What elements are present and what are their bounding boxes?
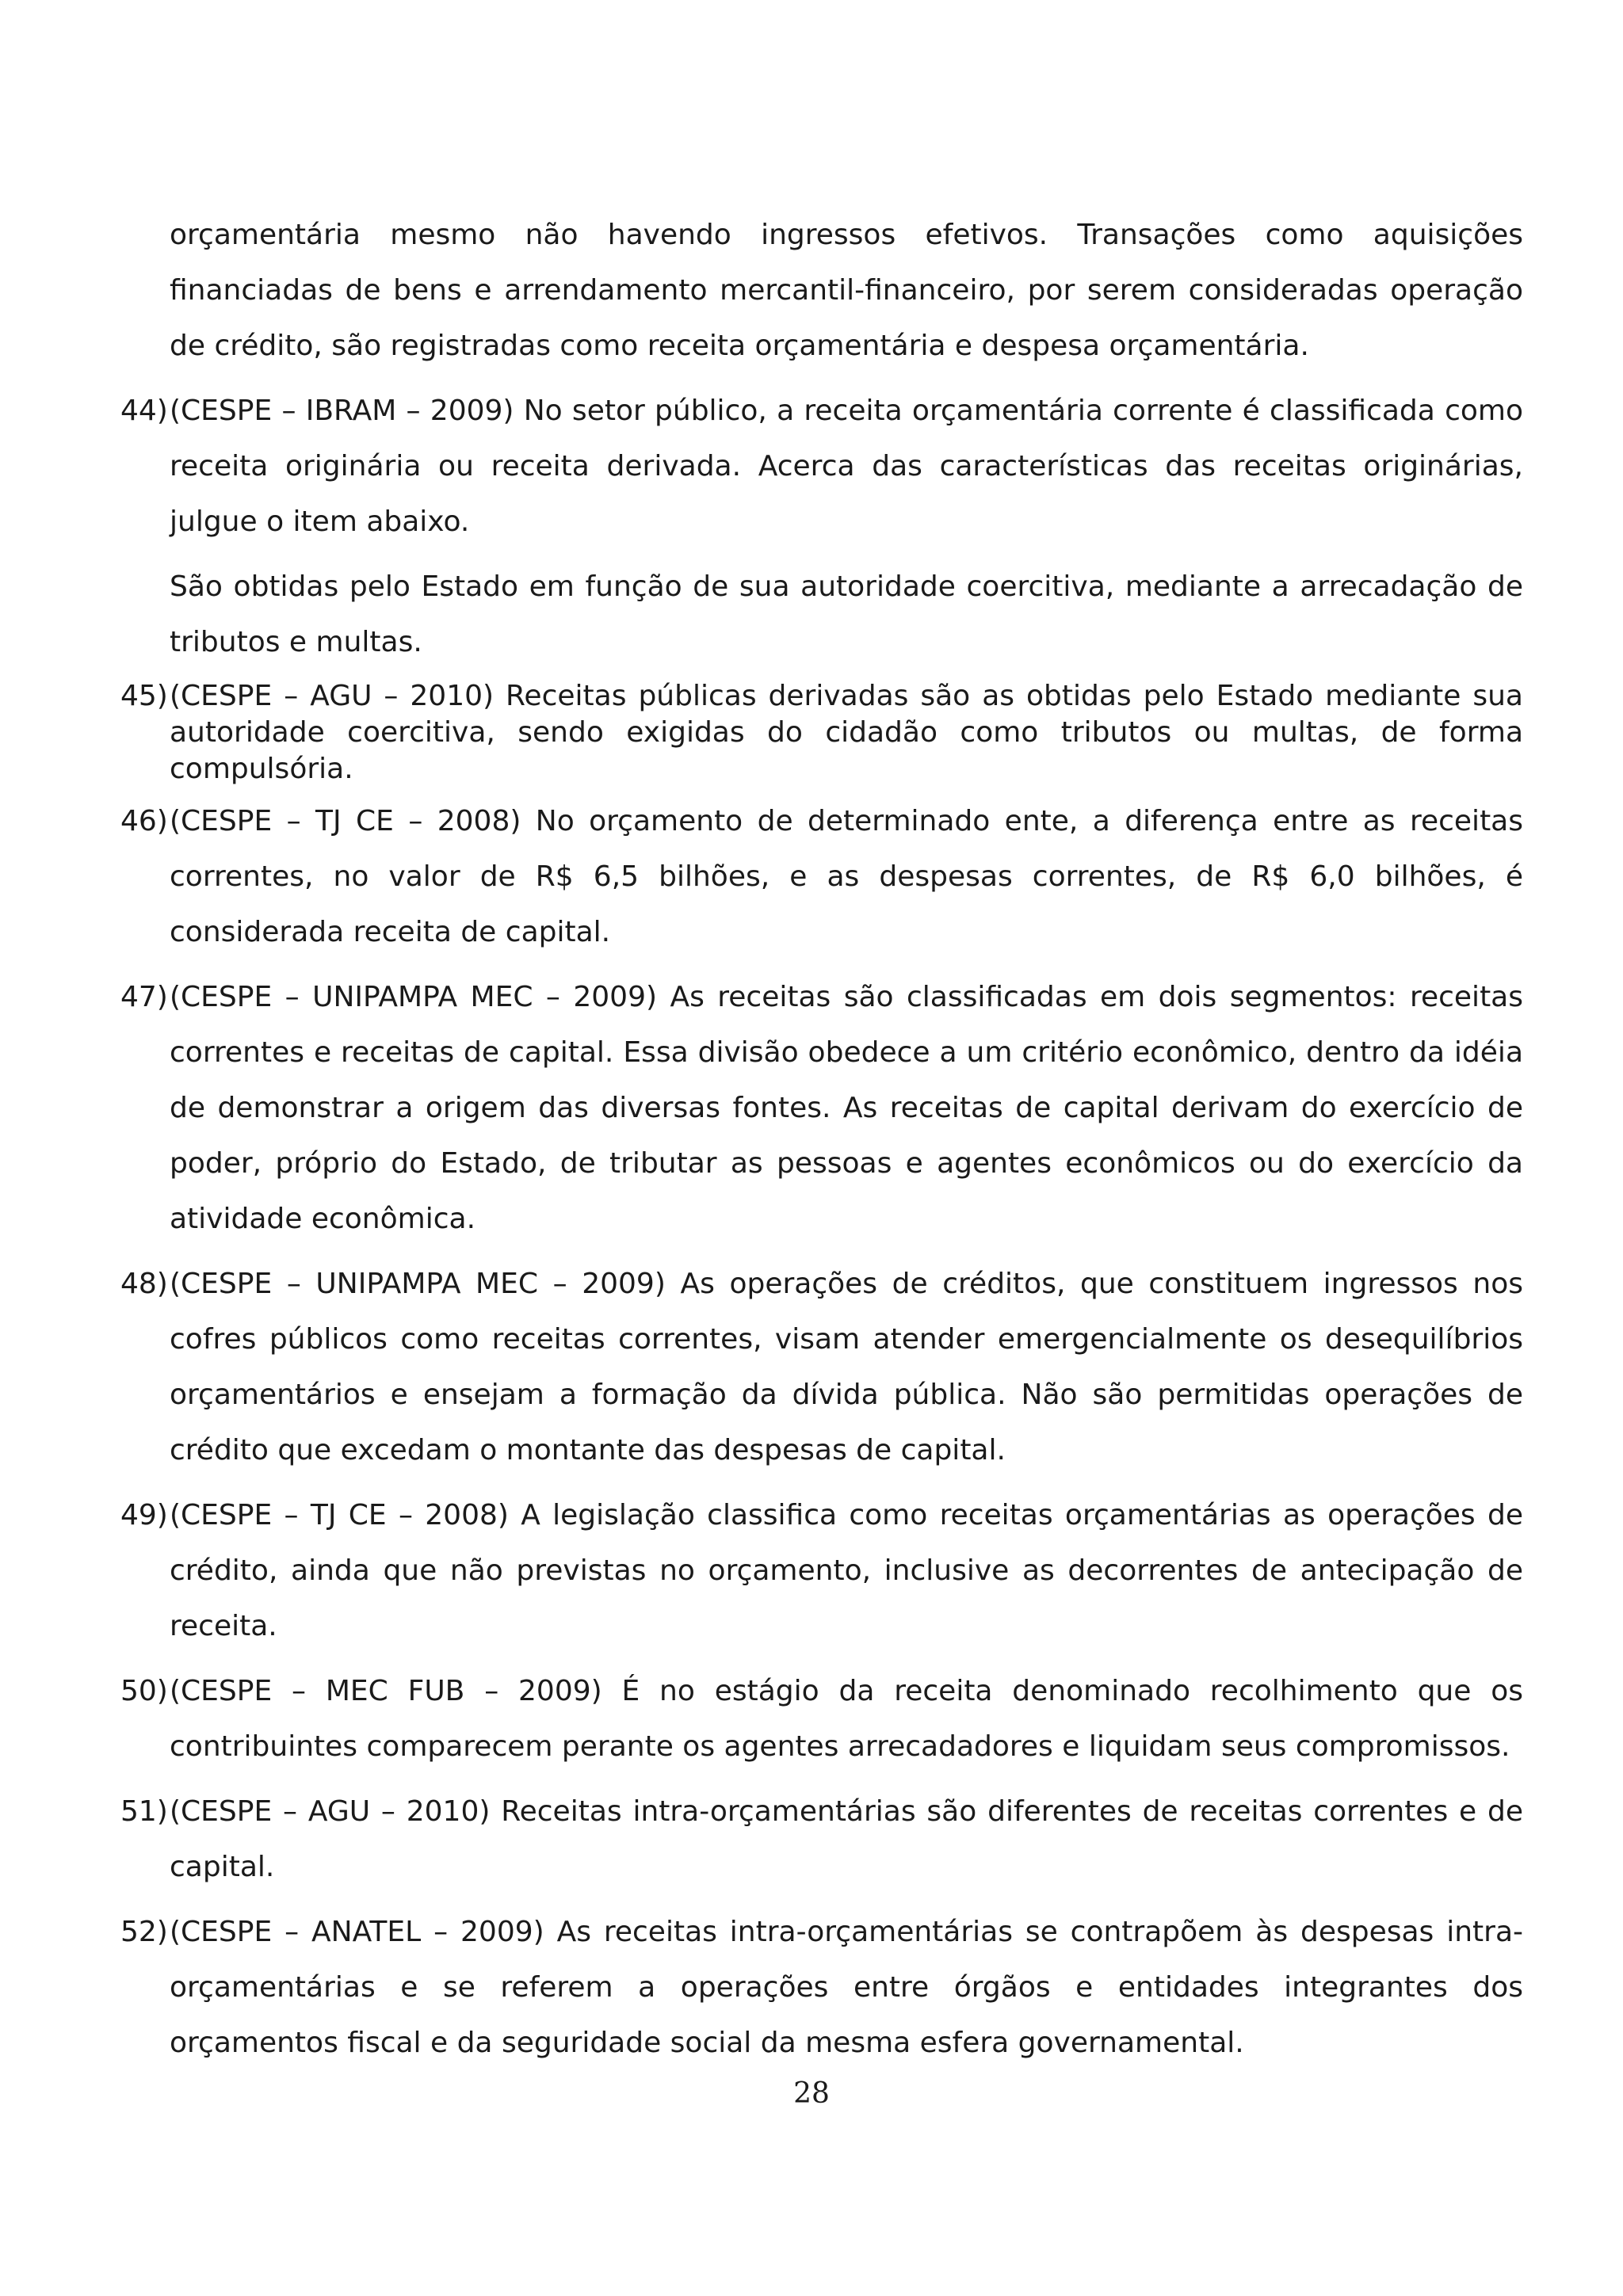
question-45 [120,678,1523,788]
question-48 [120,1257,1523,1478]
question-44-statement [120,559,1523,670]
question-number: 44) [120,395,168,427]
continuation-paragraph [120,208,1523,374]
question-subtext: São obtidas pelo Estado em função de sua autoridade coercitiva, mediante a arrecadação de tributos e multas. [170,570,1523,658]
question-number: 46) [120,805,168,837]
question-number: 52) [120,1916,168,1948]
question-text: (CESPE – TJ CE – 2008) A legislação classifica como receitas orçamentárias as operações de crédito, ainda que não previstas no orçamento, inclusive as decorrentes de antecipação de receita. [170,1499,1523,1642]
question-text: (CESPE – TJ CE – 2008) No orçamento de determinado ente, a diferença entre as receitas correntes, no valor de R$ 6,5 bilhões, e as despesas correntes, de R$ 6,0 bilhões, é considerada receita de capital. [170,805,1523,948]
question-49 [120,1488,1523,1654]
question-51 [120,1784,1523,1895]
question-number: 47) [120,981,168,1013]
question-text: (CESPE – AGU – 2010) Receitas públicas derivadas são as obtidas pelo Estado mediante sua autoridade coercitiva, sendo exigidas do cidadão como tributos ou multas, de forma compulsória. [170,680,1523,785]
question-text: (CESPE – IBRAM – 2009) No setor público, a receita orçamentária corrente é classificada como receita originária ou receita derivada. Acerca das características das receitas originárias, julgue o item abaixo. [170,395,1523,538]
question-number: 48) [120,1268,168,1300]
question-44 [120,383,1523,550]
page-number: 28 [793,2077,830,2110]
question-text: (CESPE – MEC FUB – 2009) É no estágio da receita denominado recolhimento que os contribuintes comparecem perante os agentes arrecadadores e liquidam seus compromissos. [170,1675,1523,1763]
question-text: (CESPE – ANATEL – 2009) As receitas intra-orçamentárias se contrapõem às despesas intra-orçamentárias e se referem a operações entre órgãos e entidades integrantes dos orçamentos fiscal e da seguridade social da mesma esfera governamental. [170,1916,1523,2059]
question-50 [120,1664,1523,1775]
question-text: (CESPE – AGU – 2010) Receitas intra-orçamentárias são diferentes de receitas correntes e de capital. [170,1795,1523,1883]
question-number: 45) [120,680,168,712]
question-text: (CESPE – UNIPAMPA MEC – 2009) As operações de créditos, que constituem ingressos nos cofres públicos como receitas correntes, visam atender emergencialmente os desequilíbrios orçamentários e ensejam a formação da dívida pública. Não são permitidas operações de crédito que excedam o montante das despesas de capital. [170,1268,1523,1466]
question-47 [120,970,1523,1247]
question-number: 50) [120,1675,168,1707]
question-46 [120,794,1523,960]
page-content [120,208,1523,2071]
question-number: 49) [120,1499,168,1531]
question-text: (CESPE – UNIPAMPA MEC – 2009) As receitas são classificadas em dois segmentos: receitas correntes e receitas de capital. Essa divisão obedece a um critério econômico, dentro da idéia de demonstrar a origem das diversas fontes. As receitas de capital derivam do exercício de poder, próprio do Estado, de tributar as pessoas e agentes econômicos ou do exercício da atividade econômica. [170,981,1523,1235]
question-number: 51) [120,1795,168,1828]
continuation-text: orçamentária mesmo não havendo ingressos efetivos. Transações como aquisições financiadas de bens e arrendamento mercantil-financeiro, por serem consideradas operação de crédito, são registradas como receita orçamentária e despesa orçamentária. [170,219,1523,362]
question-52 [120,1905,1523,2071]
